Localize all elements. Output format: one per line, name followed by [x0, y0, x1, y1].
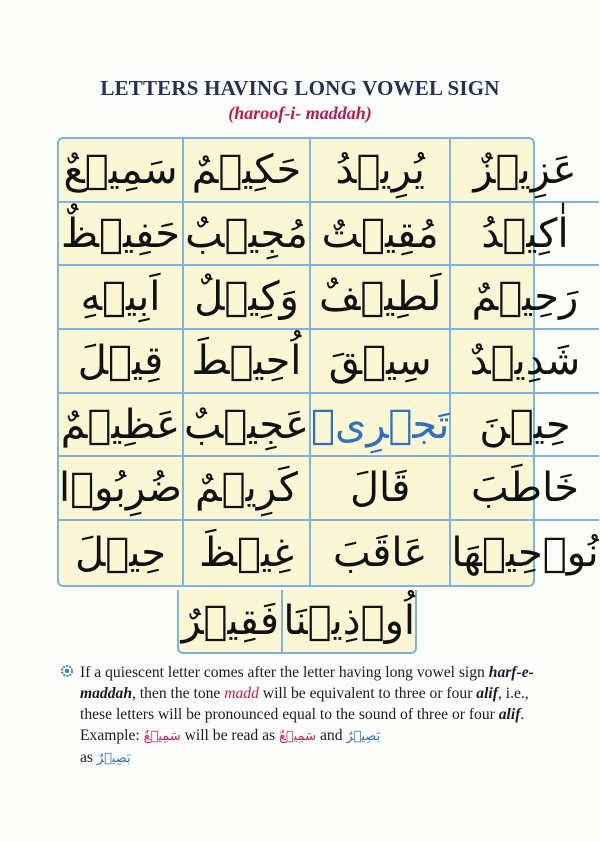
grid-cell: حَفِيۡظٌ [59, 203, 184, 267]
term-madd: madd [224, 685, 259, 702]
grid-cell: حِيۡلَ [59, 521, 184, 585]
grid-cell: خَاطَبَ [451, 457, 598, 521]
grid-cell: حَكِيۡمٌ [184, 139, 311, 203]
grid-cell: رَحِيۡمٌ [451, 266, 598, 330]
grid-cell: فَقِيۡرٌ [179, 590, 283, 652]
note-text: and [316, 727, 347, 744]
grid-cell: كَرِيۡمٌ [184, 457, 311, 521]
grid-cell: اُوۡذِيۡنَا [283, 598, 415, 644]
grid-cell: اُحِيۡطَ [184, 330, 311, 394]
note-text: , then the tone [132, 685, 225, 702]
grid-cell: عَظِيۡمٌ [59, 394, 184, 458]
grid-cell: اَبِيۡهِ [59, 266, 184, 330]
term-harf-e-maddah: harf-e-maddah [80, 664, 534, 702]
letters-grid-extra-row [177, 590, 417, 654]
note-text: as [80, 749, 97, 766]
page-subtitle: (haroof-i- maddah) [228, 103, 372, 123]
grid-cell: غِيۡظَ [184, 521, 311, 585]
example-word: بَصِيۡرٌ [96, 751, 131, 766]
grid-cell: شَدِيۡدٌ [451, 330, 598, 394]
page-title: LETTERS HAVING LONG VOWEL SIGN [100, 76, 500, 100]
letters-grid [57, 137, 599, 587]
grid-cell: نُوۡحِيۡهَا [451, 529, 599, 576]
note-text: If a quiescent letter comes after the letter having long vowel sign [80, 664, 489, 681]
grid-cell: لَطِيۡفٌ [311, 266, 451, 330]
example-word: بَصِيۡرٌ [346, 729, 381, 744]
example-word: سَمِيۡعٌ [279, 729, 317, 744]
grid-cell: عَاقَبَ [311, 521, 451, 585]
term-alif: alif [476, 685, 498, 702]
grid-cell: سِيۡقَ [311, 330, 451, 394]
explanation-note [60, 662, 540, 769]
grid-cell: ضُرِبُوۡا [59, 457, 184, 521]
grid-cell: عَجِيۡبٌ [184, 394, 311, 458]
grid-cell: وَكِيۡلٌ [184, 266, 311, 330]
example-word: سَمِيۡعٌ [143, 729, 181, 744]
note-text: will be read as [180, 727, 280, 744]
grid-cell: يُرِيۡدُ [311, 139, 451, 203]
note-text: , i.e., these letters will be pronounced equal to the sound of three or four [80, 685, 529, 723]
grid-cell: اٰكِيۡدُ [451, 203, 598, 267]
grid-cell: سَمِيۡعٌ [59, 139, 184, 203]
grid-cell: حِيۡنَ [451, 394, 598, 458]
term-alif: alif [498, 706, 521, 723]
grid-cell: قَالَ [311, 457, 451, 521]
note-text: will be equivalent to three or four [258, 685, 477, 702]
grid-cell: عَزِيۡزٌ [451, 139, 598, 203]
grid-cell: مُجِيۡبٌ [184, 203, 311, 267]
note-text: . Example: [80, 706, 525, 744]
grid-cell: قِيۡلَ [59, 330, 184, 394]
grid-cell: تَجۡرِىۡ [311, 394, 451, 458]
grid-cell: مُقِيۡتٌ [311, 203, 451, 267]
